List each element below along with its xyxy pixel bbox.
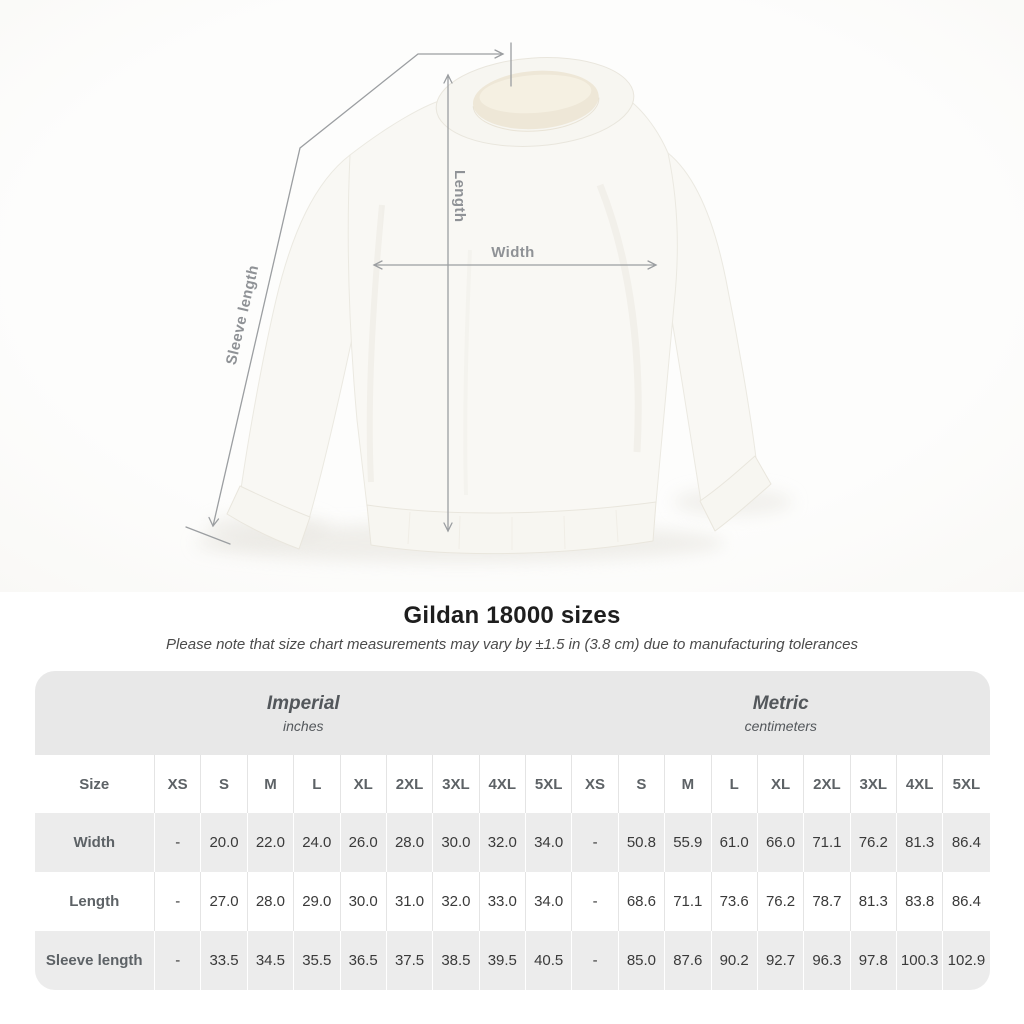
imperial-sublabel: inches [283,717,324,734]
table-cell: 76.2 [850,813,896,872]
col-header: S [618,755,664,813]
table-cell: 71.1 [804,813,850,872]
table-cell: 20.0 [201,813,247,872]
table-cell: 90.2 [711,931,757,990]
unit-group-imperial [35,671,573,755]
table-cell: 34.0 [526,872,572,931]
table-cell: 28.0 [386,813,432,872]
col-header: XS [155,755,201,813]
page-title: Gildan 18000 sizes [403,602,621,629]
table-cell: 31.0 [386,872,432,931]
table-cell: 92.7 [757,931,803,990]
sweatshirt-graphic [227,51,771,553]
col-header: XL [340,755,386,813]
col-header: XS [572,755,618,813]
table-cell: 40.5 [526,931,572,990]
col-header: 3XL [850,755,896,813]
size-header-row [35,755,990,813]
table-cell: 34.5 [247,931,293,990]
table-cell: 86.4 [943,872,990,931]
table-cell: 50.8 [618,813,664,872]
corner-header: Size [35,755,155,813]
table-cell: 55.9 [665,813,711,872]
table-cell: 34.0 [526,813,572,872]
table-cell: - [572,931,618,990]
table-cell: 86.4 [943,813,990,872]
unit-header-band [35,671,990,755]
table-cell: 66.0 [757,813,803,872]
row-label: Width [35,813,155,872]
col-header: L [294,755,340,813]
table-cell: 85.0 [618,931,664,990]
table-cell: 24.0 [294,813,340,872]
width-row [35,813,990,872]
col-header: S [201,755,247,813]
table-cell: 76.2 [757,872,803,931]
col-header: 5XL [526,755,572,813]
row-label: Sleeve length [35,931,155,990]
tolerance-note: Please note that size chart measurements may vary by ±1.5 in (3.8 cm) due to manufacturing tolerances [166,636,858,653]
table-cell: 83.8 [897,872,943,931]
table-cell: 22.0 [247,813,293,872]
length-label: Length [451,170,468,223]
table-cell: 96.3 [804,931,850,990]
col-header: 4XL [479,755,525,813]
table-cell: 35.5 [294,931,340,990]
table-cell: 26.0 [340,813,386,872]
table-cell: - [155,872,201,931]
table-cell: - [155,813,201,872]
imperial-label: Imperial [266,692,340,714]
table-cell: - [572,872,618,931]
table-cell: 102.9 [943,931,990,990]
metric-sublabel: centimeters [744,717,817,734]
table-cell: - [572,813,618,872]
metric-label: Metric [752,692,809,714]
table-cell: 71.1 [665,872,711,931]
sleeve-length-row [35,931,990,990]
col-header: 2XL [804,755,850,813]
title-block [0,602,1024,653]
table-cell: 30.0 [433,813,479,872]
measurements-table [35,755,990,990]
width-label: Width [491,244,535,261]
table-cell: 81.3 [850,872,896,931]
table-cell: 33.5 [201,931,247,990]
sleeve-length-label: Sleeve length [222,263,263,367]
table-cell: 29.0 [294,872,340,931]
table-cell: 33.0 [479,872,525,931]
table-cell: 100.3 [897,931,943,990]
table-cell: 87.6 [665,931,711,990]
col-header: M [665,755,711,813]
col-header: 4XL [897,755,943,813]
length-row [35,872,990,931]
col-header: 3XL [433,755,479,813]
table-cell: 73.6 [711,872,757,931]
table-cell: 39.5 [479,931,525,990]
col-header: 2XL [386,755,432,813]
col-header: XL [757,755,803,813]
table-cell: 81.3 [897,813,943,872]
table-cell: 32.0 [479,813,525,872]
col-header: 5XL [943,755,990,813]
unit-group-metric [572,671,990,755]
table-cell: 38.5 [433,931,479,990]
table-cell: 28.0 [247,872,293,931]
table-cell: 36.5 [340,931,386,990]
table-cell: 32.0 [433,872,479,931]
table-cell: 97.8 [850,931,896,990]
table-cell: 27.0 [201,872,247,931]
table-cell: 30.0 [340,872,386,931]
table-cell: 78.7 [804,872,850,931]
col-header: M [247,755,293,813]
col-header: L [711,755,757,813]
table-cell: - [155,931,201,990]
table-cell: 61.0 [711,813,757,872]
table-cell: 68.6 [618,872,664,931]
row-label: Length [35,872,155,931]
table-cell: 37.5 [386,931,432,990]
size-chart-table [35,671,990,990]
